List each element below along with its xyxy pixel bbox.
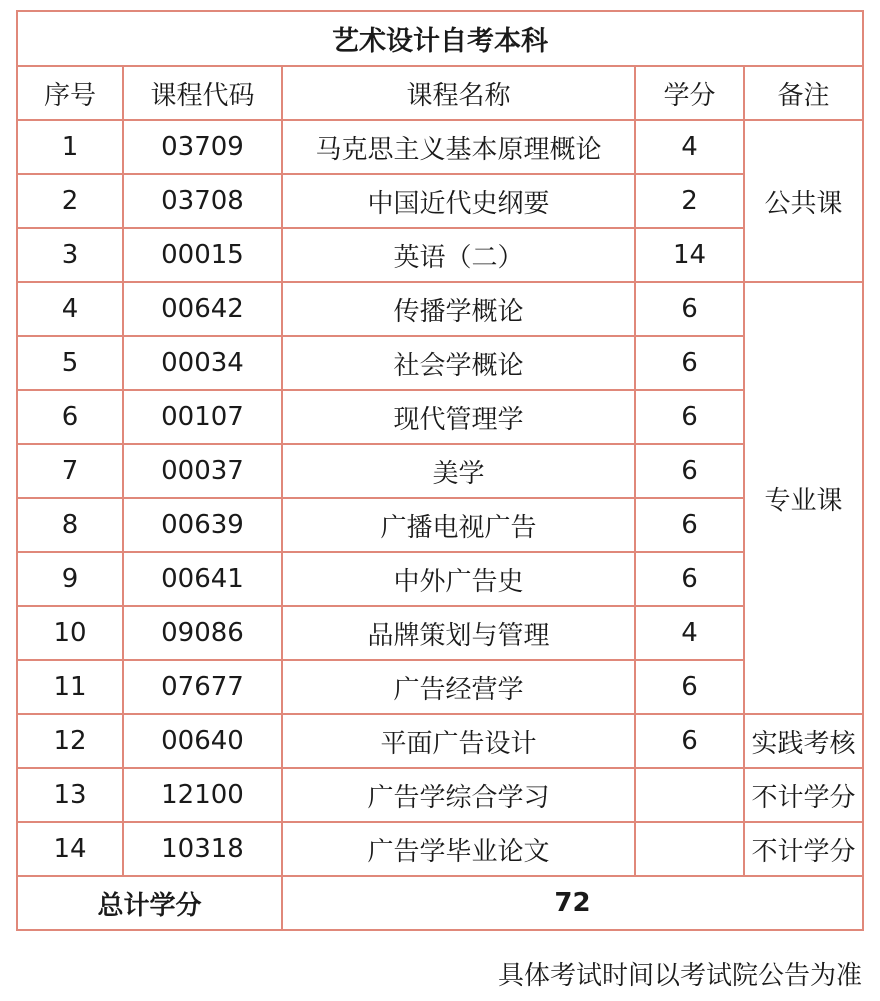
row-code: 10318 [123, 822, 282, 876]
row-index: 3 [17, 228, 123, 282]
note-no-credit: 不计学分 [744, 768, 863, 822]
note-practice: 实践考核 [744, 714, 863, 768]
row-name: 广告学综合学习 [282, 768, 635, 822]
row-credit: 6 [635, 552, 744, 606]
row-code: 00641 [123, 552, 282, 606]
row-code: 12100 [123, 768, 282, 822]
table-row [17, 660, 863, 714]
row-code: 00107 [123, 390, 282, 444]
row-name: 美学 [282, 444, 635, 498]
table-row [17, 444, 863, 498]
footnote: 具体考试时间以考试院公告为准 [497, 961, 862, 991]
row-name: 平面广告设计 [282, 714, 635, 768]
header-credit: 学分 [635, 66, 744, 120]
row-index: 4 [17, 282, 123, 336]
row-credit: 14 [635, 228, 744, 282]
note-public: 公共课 [744, 120, 863, 282]
row-credit: 6 [635, 282, 744, 336]
table-row [17, 606, 863, 660]
table-row [17, 174, 863, 228]
course-table [16, 10, 864, 931]
row-index: 7 [17, 444, 123, 498]
row-index: 10 [17, 606, 123, 660]
table-title: 艺术设计自考本科 [17, 11, 863, 66]
row-name: 传播学概论 [282, 282, 635, 336]
row-credit: 2 [635, 174, 744, 228]
row-credit: 6 [635, 660, 744, 714]
total-row [17, 876, 863, 930]
table-row [17, 552, 863, 606]
row-name: 英语（二） [282, 228, 635, 282]
table-row [17, 714, 863, 768]
row-name: 广告学毕业论文 [282, 822, 635, 876]
row-credit [635, 822, 744, 876]
row-name: 广告经营学 [282, 660, 635, 714]
row-credit: 4 [635, 120, 744, 174]
row-index: 13 [17, 768, 123, 822]
row-index: 5 [17, 336, 123, 390]
row-name: 社会学概论 [282, 336, 635, 390]
row-code: 00034 [123, 336, 282, 390]
row-index: 9 [17, 552, 123, 606]
header-index: 序号 [17, 66, 123, 120]
row-code: 00640 [123, 714, 282, 768]
row-name: 现代管理学 [282, 390, 635, 444]
table-row [17, 120, 863, 174]
title-row [17, 11, 863, 66]
row-index: 12 [17, 714, 123, 768]
row-credit: 6 [635, 444, 744, 498]
row-index: 6 [17, 390, 123, 444]
row-code: 03708 [123, 174, 282, 228]
row-credit: 6 [635, 714, 744, 768]
row-index: 14 [17, 822, 123, 876]
row-code: 00037 [123, 444, 282, 498]
row-code: 00642 [123, 282, 282, 336]
row-credit [635, 768, 744, 822]
row-credit: 6 [635, 498, 744, 552]
row-code: 07677 [123, 660, 282, 714]
table-row [17, 768, 863, 822]
table-row [17, 336, 863, 390]
row-index: 8 [17, 498, 123, 552]
total-label: 总计学分 [17, 876, 282, 930]
row-index: 2 [17, 174, 123, 228]
row-name: 马克思主义基本原理概论 [282, 120, 635, 174]
row-code: 00015 [123, 228, 282, 282]
table-row [17, 390, 863, 444]
row-credit: 6 [635, 390, 744, 444]
row-credit: 6 [635, 336, 744, 390]
table-row [17, 228, 863, 282]
row-name: 中国近代史纲要 [282, 174, 635, 228]
table-row [17, 822, 863, 876]
header-name: 课程名称 [282, 66, 635, 120]
row-name: 品牌策划与管理 [282, 606, 635, 660]
row-credit: 4 [635, 606, 744, 660]
header-code: 课程代码 [123, 66, 282, 120]
row-index: 1 [17, 120, 123, 174]
note-no-credit: 不计学分 [744, 822, 863, 876]
note-major: 专业课 [744, 282, 863, 714]
row-code: 09086 [123, 606, 282, 660]
header-note: 备注 [744, 66, 863, 120]
row-name: 中外广告史 [282, 552, 635, 606]
course-table-sheet [16, 10, 862, 931]
header-row [17, 66, 863, 120]
table-row [17, 498, 863, 552]
table-row [17, 282, 863, 336]
row-name: 广播电视广告 [282, 498, 635, 552]
row-code: 03709 [123, 120, 282, 174]
total-value: 72 [282, 876, 863, 930]
row-code: 00639 [123, 498, 282, 552]
row-index: 11 [17, 660, 123, 714]
